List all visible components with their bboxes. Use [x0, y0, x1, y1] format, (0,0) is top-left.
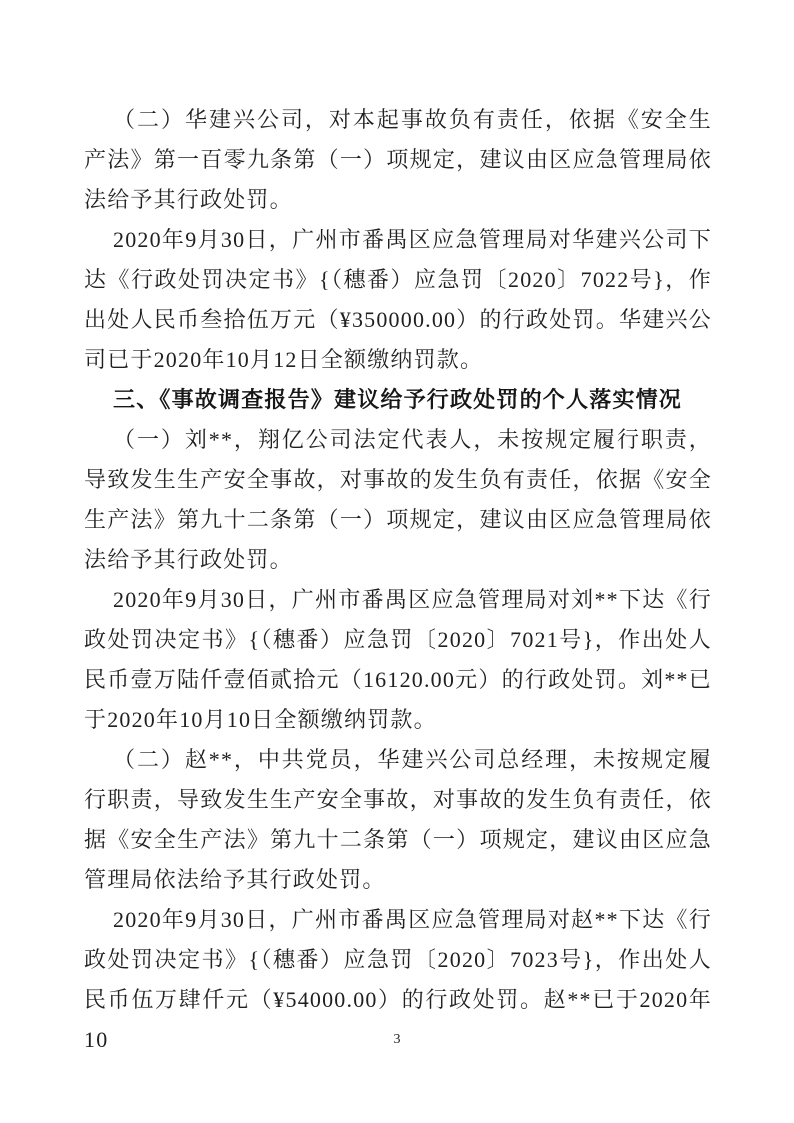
paragraph-zhao-penalty-decision: 2020年9月30日，广州市番禺区应急管理局对赵**下达《行政处罚决定书》{（穗番）应急罚〔2020〕7023号}，作出处人民币伍万肆仟元（¥54000.00）的行政处罚。赵**已于2020年10	[84, 907, 712, 1052]
section-heading-individual-penalty-implementation: 三、《事故调查报告》建议给予行政处罚的个人落实情况	[113, 387, 683, 412]
paragraph-zhao-responsibility: （二）赵**，中共党员，华建兴公司总经理，未按规定履行职责，导致发生生产安全事故，对事故的发生负有责任，依据《安全生产法》第九十二条第（一）项规定，建议由区应急管理局依法给予其行政处罚。	[84, 747, 712, 892]
document-body	[84, 100, 712, 1060]
paragraph-huajianxing-penalty-decision: 2020年9月30日，广州市番禺区应急管理局对华建兴公司下达《行政处罚决定书》{（穗番）应急罚〔2020〕7022号}，作出处人民币叁拾伍万元（¥350000.00）的行政处罚。华建兴公司已于2020年10月12日全额缴纳罚款。	[84, 227, 712, 372]
page-number: 3	[393, 1032, 401, 1047]
paragraph-liu-responsibility: （一）刘**，翔亿公司法定代表人，未按规定履行职责，导致发生生产安全事故，对事故的发生负有责任，依据《安全生产法》第九十二条第（一）项规定，建议由区应急管理局依法给予其行政处罚。	[84, 427, 712, 572]
paragraph-huajianxing-company-liability: （二）华建兴公司，对本起事故负有责任，依据《安全生产法》第一百零九条第（一）项规定，建议由区应急管理局依法给予其行政处罚。	[84, 107, 712, 212]
paragraph-liu-penalty-decision: 2020年9月30日，广州市番禺区应急管理局对刘**下达《行政处罚决定书》{（穗番）应急罚〔2020〕7021号}，作出处人民币壹万陆仟壹佰贰拾元（16120.00元）的行政处罚。刘**已于2020年10月10日全额缴纳罚款。	[84, 587, 712, 732]
